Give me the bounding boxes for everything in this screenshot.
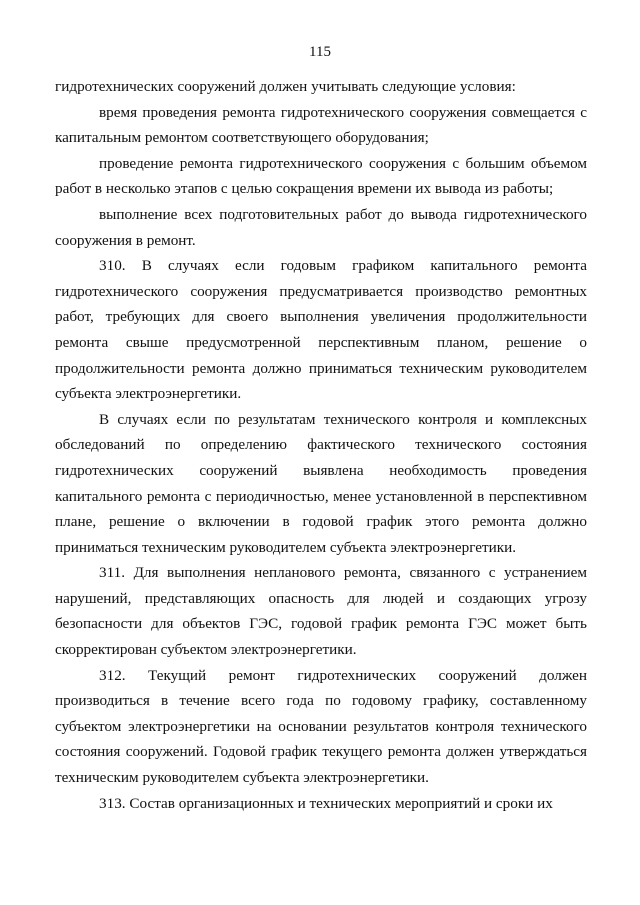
paragraph-313: 313. Состав организационных и технических мероприятий и сроки их [99, 794, 553, 812]
page-number: 115 [309, 44, 331, 60]
paragraph-312: 312. Текущий ремонт гидротехнических сооружений должен производиться в течение всего года по годовому графику, составленному субъектом электроэнергетики на основании результатов контроля технического состояния сооружений. Годовой график текущего ремонта должен утверждаться техническим руководителем субъекта электроэнергетики. [55, 666, 587, 787]
paragraph-condition-2: проведение ремонта гидротехнического сооружения с большим объемом работ в несколько этапов с целью сокращения времени их вывода из работы; [55, 154, 587, 198]
paragraph-310: 310. В случаях если годовым графиком капитального ремонта гидротехнического сооружения предусматривается производство ремонтных работ, требующих для своего выполнения увеличения продолжительности ремонта свыше предусмотренной перспективным планом, решение о продолжительности ремонта должно приниматься техническим руководителем субъекта электроэнергетики. [55, 257, 587, 403]
paragraph-condition-1: время проведения ремонта гидротехнического сооружения совмещается с капитальным ремонтом соответствующего оборудования; [55, 103, 587, 147]
paragraph-condition-3: выполнение всех подготовительных работ до вывода гидротехнического сооружения в ремонт. [55, 205, 587, 249]
document-body [55, 74, 587, 816]
paragraph-continuation: гидротехнических сооружений должен учитывать следующие условия: [55, 78, 516, 95]
paragraph-310-cont: В случаях если по результатам технического контроля и комплексных обследований по определению фактического технического состояния гидротехнических сооружений выявлена необходимость проведения капитального ремонта с периодичностью, менее установленной в перспективном плане, решение о включении в годовой график этого ремонта должно приниматься техническим руководителем субъекта электроэнергетики. [55, 410, 587, 556]
paragraph-311: 311. Для выполнения непланового ремонта, связанного с устранением нарушений, представляющих опасность для людей и создающих угрозу безопасности для объектов ГЭС, годовой график ремонта ГЭС может быть скорректирован субъектом электроэнергетики. [55, 564, 587, 659]
